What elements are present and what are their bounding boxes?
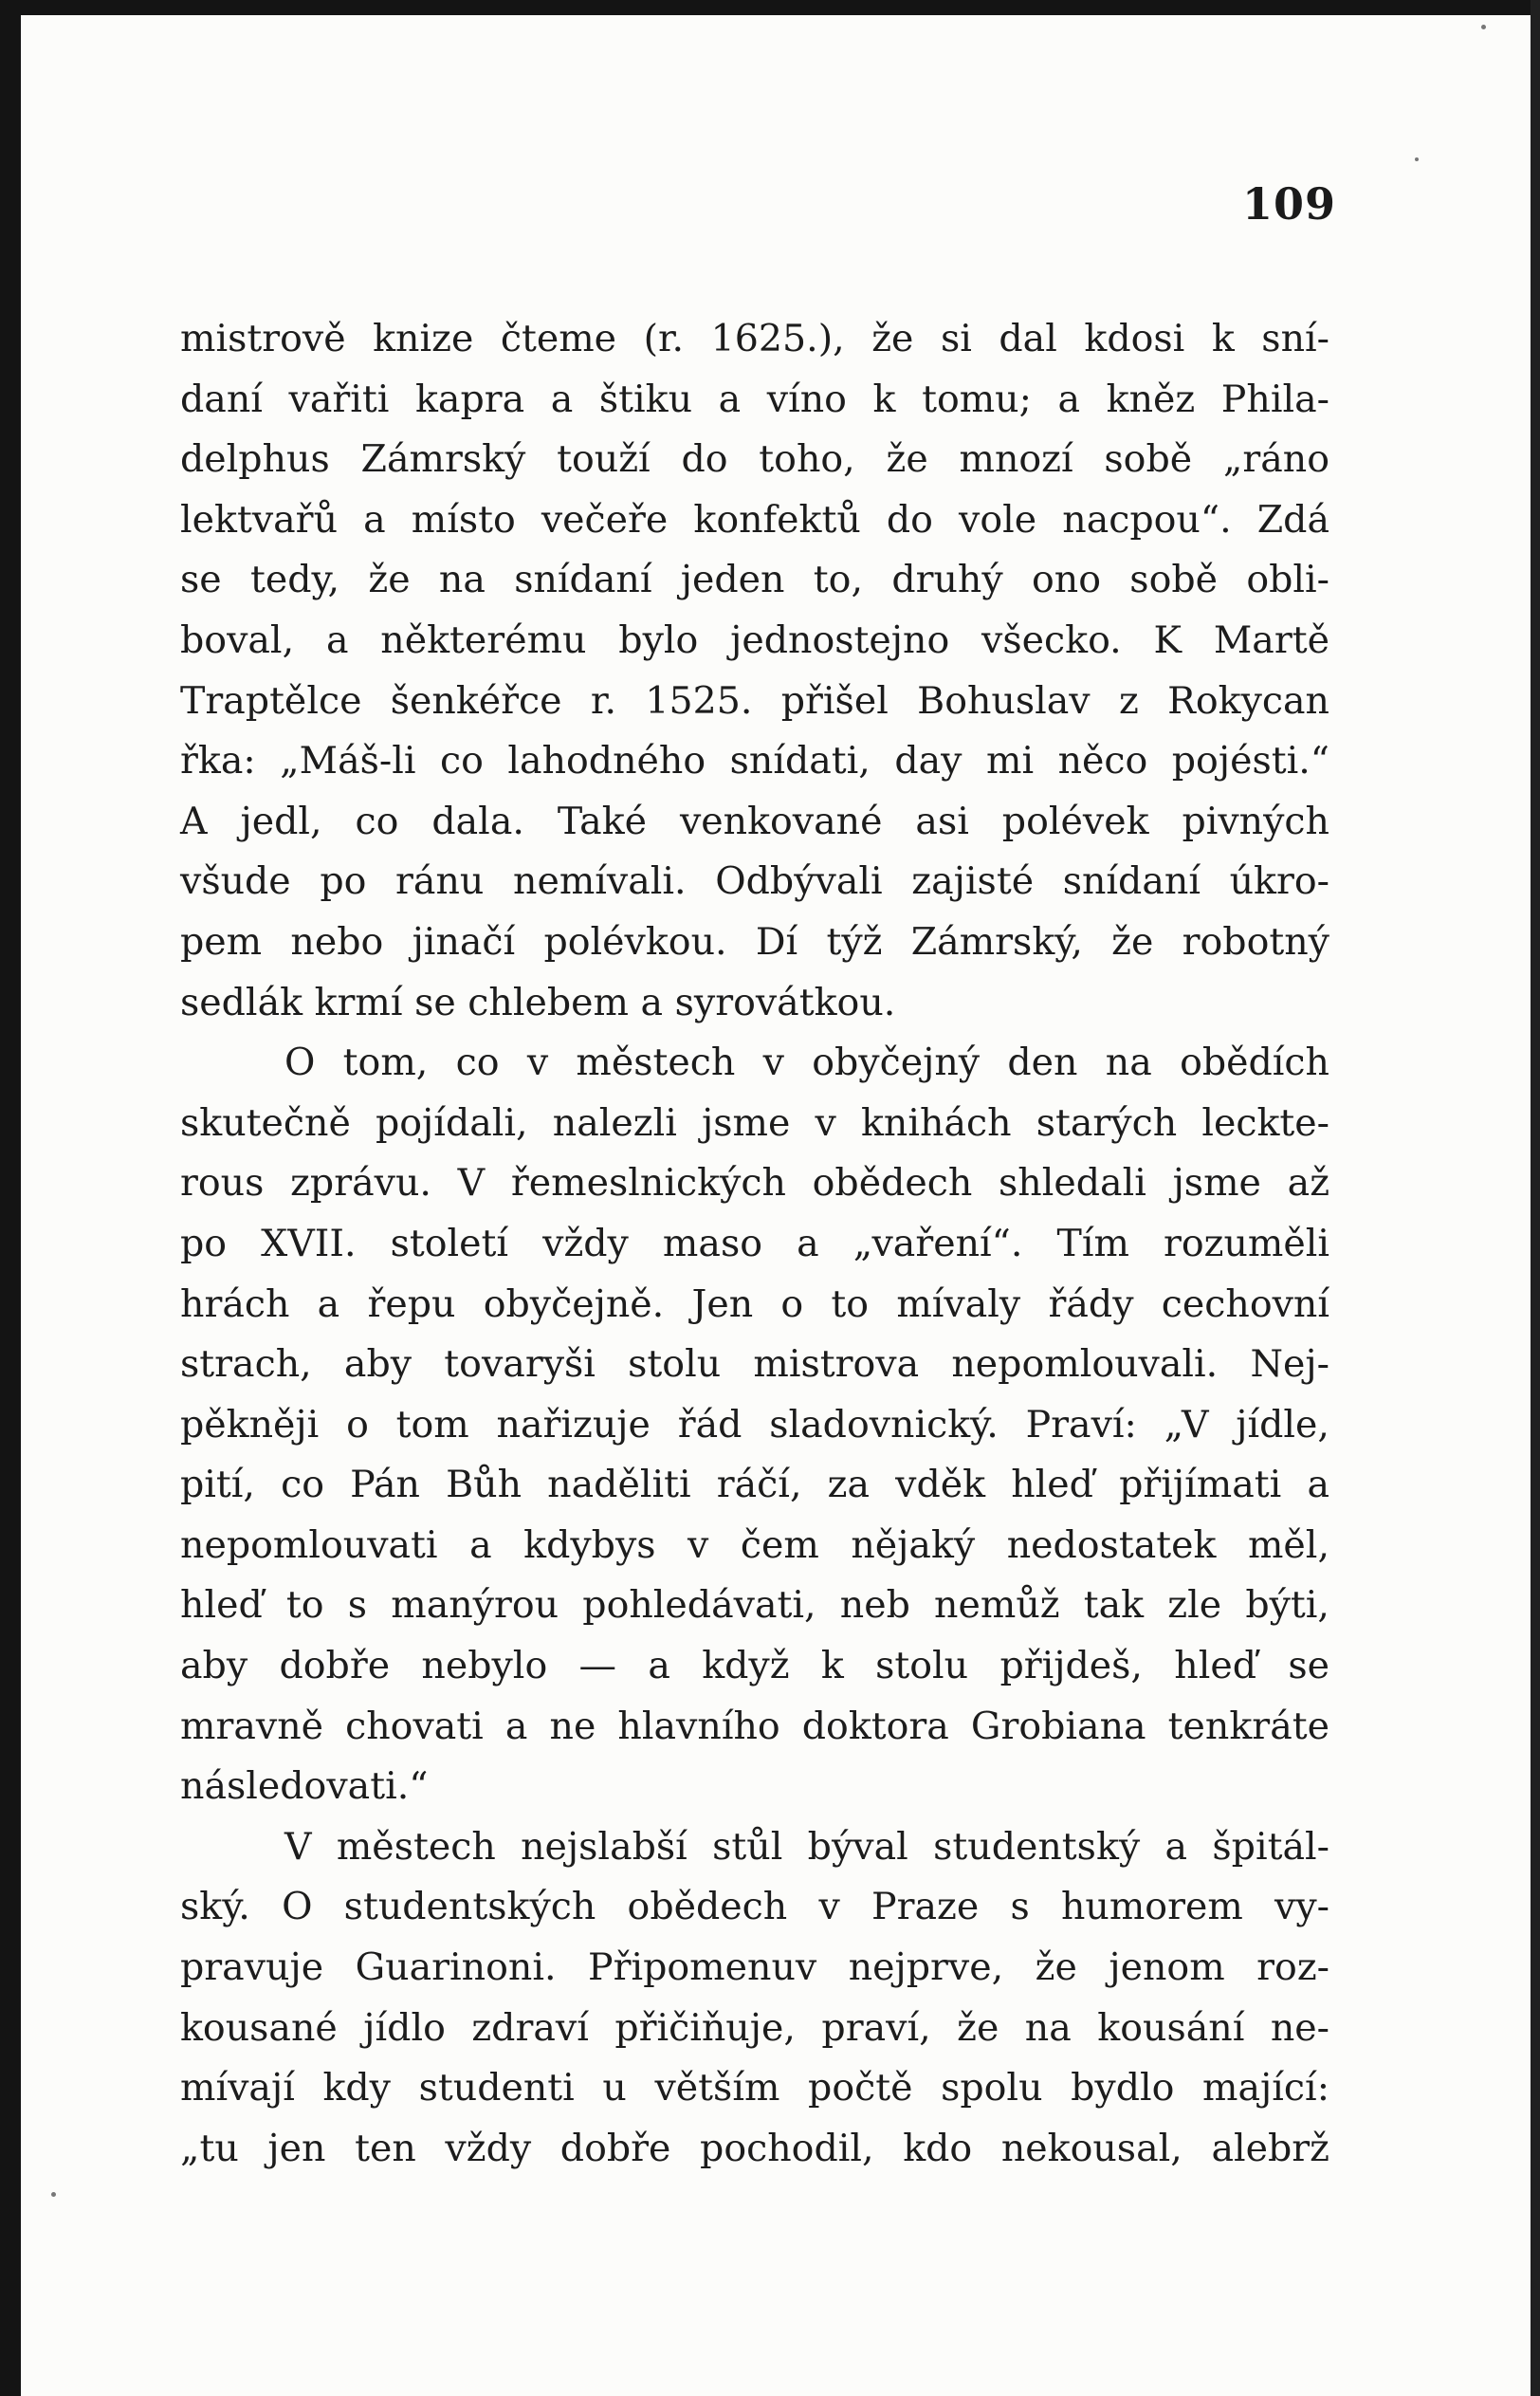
text-line: rous zprávu. V řemeslnických obědech shledali jsme až xyxy=(180,1161,1329,1206)
page-number: 109 xyxy=(1242,178,1337,230)
text-line: pěkněji o tom nařizuje řád sladovnický. Praví: „V jídle, xyxy=(180,1402,1329,1447)
text-line: všude po ránu nemívali. Odbývali zajisté snídaní úkro- xyxy=(180,859,1329,904)
text-line: O tom, co v městech v obyčejný den na obědích xyxy=(284,1041,1329,1085)
text-line: sedlák krmí se chlebem a syrovátkou. xyxy=(180,980,896,1024)
text-line: A jedl, co dala. Také venkované asi polévek pivných xyxy=(180,799,1329,843)
scan-border-left xyxy=(0,0,21,2396)
text-line: mravně chovati a ne hlavního doktora Grobiana tenkráte xyxy=(180,1704,1329,1748)
text-line: mistrově knize čteme (r. 1625.), že si dal kdosi k sní- xyxy=(180,317,1329,360)
text-line: V městech nejslabší stůl býval studentský a špitál- xyxy=(284,1824,1329,1869)
text-line: řka: „Máš-li co lahodného snídati, day mi něco pojésti.“ xyxy=(180,739,1329,783)
text-line: boval, a některému bylo jednostejno všecko. K Martě xyxy=(180,617,1329,662)
text-line: delphus Zámrský touží do toho, že mnozí sobě „ráno xyxy=(180,437,1329,482)
text-line: nepomlouvati a kdybys v čem nějaký nedostatek měl, xyxy=(180,1522,1329,1567)
text-line: se tedy, že na snídaní jeden to, druhý ono sobě obli- xyxy=(180,558,1329,602)
text-line: „tu jen ten vždy dobře pochodil, kdo nekousal, alebrž xyxy=(180,2126,1329,2170)
text-line: ský. O studentských obědech v Praze s humorem vy- xyxy=(180,1885,1329,1929)
text-line: pravuje Guarinoni. Připomenuv nejprve, že jenom roz- xyxy=(180,1945,1329,1990)
text-line: Traptělce šenkéřce r. 1525. přišel Bohuslav z Rokycan xyxy=(180,678,1329,723)
scan-border-right xyxy=(1531,0,1540,2396)
text-line: strach, aby tovaryši stolu mistrova nepomlouvali. Nej- xyxy=(180,1342,1329,1387)
scan-speck xyxy=(1415,157,1419,161)
scan-border-top xyxy=(0,0,1540,15)
text-line: lektvařů a místo večeře konfektů do vole nacpou“. Zdá xyxy=(180,497,1329,542)
text-line: mívají kdy studenti u větším počtě spolu bydlo mající: xyxy=(180,2066,1329,2110)
text-line: daní vařiti kapra a štiku a víno k tomu; a kněz Phila- xyxy=(180,377,1329,421)
text-line: pem nebo jinačí polévkou. Dí týž Zámrský, že robotný xyxy=(180,919,1329,964)
text-line: hleď to s manýrou pohledávati, neb nemůž tak zle býti, xyxy=(180,1583,1329,1628)
text-line: kousané jídlo zdraví přičiňuje, praví, že na kousání ne- xyxy=(180,2005,1329,2050)
text-line: aby dobře nebylo — a když k stolu přijdeš, hleď se xyxy=(180,1644,1329,1688)
text-line: skutečně pojídali, nalezli jsme v knihách starých leckte- xyxy=(180,1100,1329,1145)
text-line: hrách a řepu obyčejně. Jen o to mívaly řády cechovní xyxy=(180,1281,1329,1326)
text-line: následovati.“ xyxy=(180,1764,429,1809)
text-line: po XVII. století vždy maso a „vaření“. Tím rozuměli xyxy=(180,1221,1329,1265)
scan-speck xyxy=(51,2192,56,2197)
body-text xyxy=(180,309,1329,2179)
scan-speck xyxy=(1481,25,1486,29)
text-line: pití, co Pán Bůh naděliti ráčí, za vděk hleď přijímati a xyxy=(180,1463,1329,1507)
